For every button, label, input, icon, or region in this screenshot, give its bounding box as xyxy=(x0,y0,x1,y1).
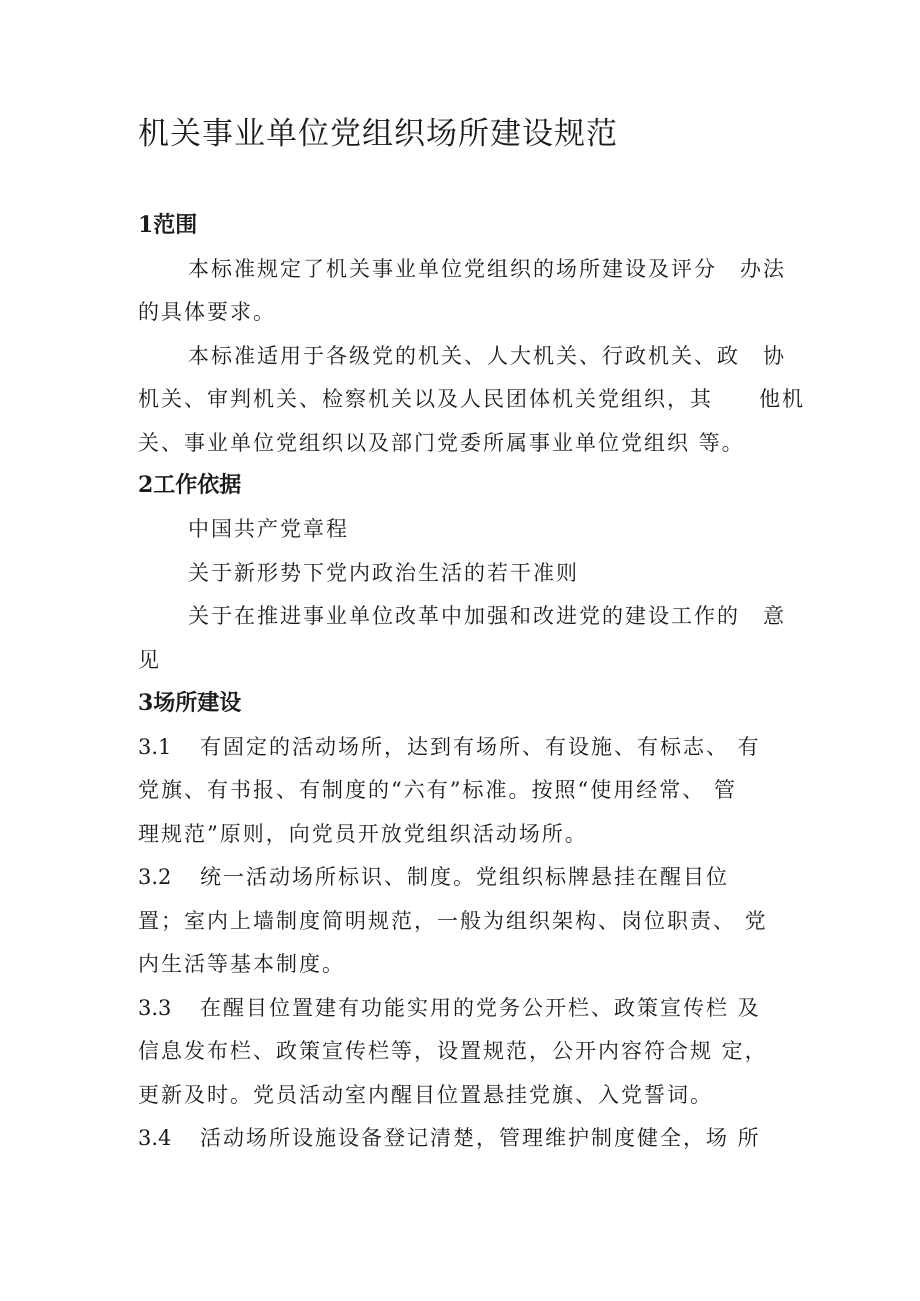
paragraph-line: 党旗、有书报、有制度的“六有”标准。按照“使用经常、 管 xyxy=(138,778,737,802)
clause-text: 统一活动场所标识、制度。党组织标牌悬挂在醒目位 xyxy=(200,865,729,889)
document-title: 机关事业单位党组织场所建设规范 xyxy=(138,116,618,152)
paragraph-line: 见 xyxy=(138,648,161,672)
paragraph-line: 的具体要求。 xyxy=(138,300,276,324)
paragraph-line: 关于在推进事业单位改革中加强和改进党的建设工作的 意 xyxy=(188,604,786,628)
paragraph-line: 理规范”原则，向党员开放党组织活动场所。 xyxy=(138,822,588,846)
clause-text: 活动场所设施设备登记清楚，管理维护制度健全，场 所 xyxy=(200,1126,761,1150)
paragraph-line: 关、事业单位党组织以及部门党委所属事业单位党组织 等。 xyxy=(138,431,745,455)
clause-number: 3.3 xyxy=(138,996,172,1020)
paragraph-line: 信息发布栏、政策宣传栏等，设置规范，公开内容符合规 定， xyxy=(138,1039,768,1063)
clause-number: 3.4 xyxy=(138,1126,172,1150)
clause-text: 有固定的活动场所，达到有场所、有设施、有标志、 有 xyxy=(200,735,761,759)
list-item: 关于新形势下党内政治生活的若干准则 xyxy=(188,561,579,585)
clause-number: 3.1 xyxy=(138,735,172,759)
section-heading-venue: 3场所建设 xyxy=(138,690,242,716)
list-item: 中国共产党章程 xyxy=(188,517,349,541)
paragraph-line: 本标准规定了机关事业单位党组织的场所建设及评分 办法 xyxy=(188,257,786,281)
clause-line xyxy=(138,732,784,762)
paragraph-line: 机关、审判机关、检察机关以及人民团体机关党组织，其 他机 xyxy=(138,387,805,411)
clause-number: 3.2 xyxy=(138,865,172,889)
paragraph-line: 更新及时。党员活动室内醒目位置悬挂党旗、入党誓词。 xyxy=(138,1083,713,1107)
section-heading-scope: 1范围 xyxy=(138,212,198,238)
clause-line xyxy=(138,1123,784,1153)
paragraph-line: 内生活等基本制度。 xyxy=(138,952,345,976)
clause-line xyxy=(138,993,784,1023)
paragraph-line: 置；室内上墙制度简明规范，一般为组织架构、岗位职责、 党 xyxy=(138,909,768,933)
clause-text: 在醒目位置建有功能实用的党务公开栏、政策宣传栏 及 xyxy=(200,996,761,1020)
clause-line xyxy=(138,862,784,892)
paragraph-line: 本标准适用于各级党的机关、人大机关、行政机关、政 协 xyxy=(188,344,786,368)
section-heading-basis: 2工作依据 xyxy=(138,472,242,498)
